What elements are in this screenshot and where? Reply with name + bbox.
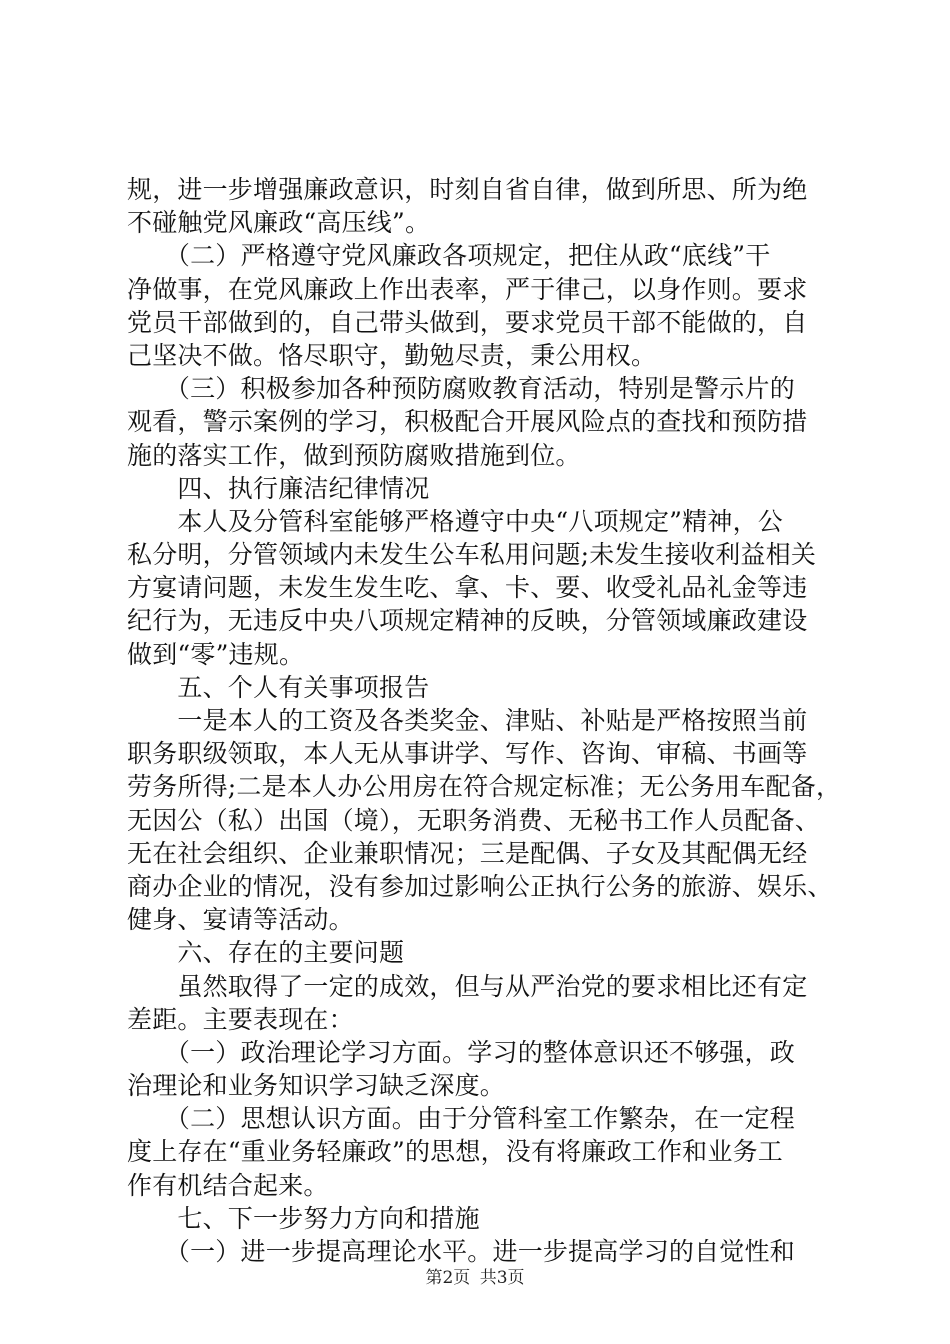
- section-heading: 六、存在的主要问题: [127, 938, 405, 968]
- text-line: 己坚决不做。恪尽职守，勤勉尽责，秉公用权。: [127, 340, 657, 370]
- text-line: 差距。主要表现在：: [127, 1004, 354, 1034]
- text-line: 职务职级领取，本人无从事讲学、写作、咨询、审稿、书画等: [127, 739, 808, 769]
- text-line: 不碰触党风廉政“高压线”。: [127, 208, 431, 238]
- text-line: 虽然取得了一定的成效，但与从严治党的要求相比还有定: [127, 971, 808, 1001]
- text-line: 纪行为，无违反中央八项规定精神的反映，分管领域廉政建设: [127, 606, 808, 636]
- text-line: 治理论和业务知识学习缺乏深度。: [127, 1071, 506, 1101]
- text-line: 度上存在“重业务轻廉政”的思想，没有将廉政工作和业务工: [127, 1137, 783, 1167]
- text-line: 规，进一步增强廉政意识，时刻自省自律，做到所思、所为绝: [127, 175, 808, 204]
- text-line: 方宴请问题，未发生发生吃、拿、卡、要、收受礼品礼金等违: [127, 573, 808, 603]
- text-line: 党员干部做到的，自己带头做到，要求党员干部不能做的，自: [127, 307, 808, 337]
- text-line: 私分明，分管领域内未发生公车私用问题;未发生接收利益相关: [127, 540, 817, 570]
- text-line: 净做事，在党风廉政上作出表率，严于律己，以身作则。要求: [127, 274, 808, 304]
- text-line: 施的落实工作，做到预防腐败措施到位。: [127, 440, 581, 470]
- section-heading: 七、下一步努力方向和措施: [127, 1203, 480, 1233]
- text-line: （一）进一步提高理论水平。进一步提高学习的自觉性和: [127, 1237, 795, 1266]
- text-line: 健身、宴请等活动。: [127, 905, 354, 935]
- text-line: 一是本人的工资及各类奖金、津贴、补贴是严格按照当前: [127, 706, 808, 735]
- section-heading: 五、个人有关事项报告: [127, 672, 430, 702]
- text-line: （三）积极参加各种预防腐败教育活动，特别是警示片的: [127, 374, 795, 404]
- page-total: 共3页: [479, 1268, 525, 1288]
- page-footer: [0, 1268, 950, 1288]
- text-line: 无因公（私）出国（境），无职务消费、无秘书工作人员配备、: [127, 805, 821, 835]
- text-line: 本人及分管科室能够严格遵守中央“八项规定”精神，公: [127, 506, 783, 536]
- text-line: 商办企业的情况，没有参加过影响公正执行公务的旅游、娱乐、: [127, 871, 833, 901]
- text-line: （一）政治理论学习方面。学习的整体意识还不够强，政: [127, 1037, 795, 1067]
- page-number: 第2页: [425, 1268, 471, 1288]
- text-line: 做到“零”违规。: [127, 639, 305, 669]
- text-line: 观看，警示案例的学习，积极配合开展风险点的查找和预防措: [127, 407, 808, 437]
- document-body: [127, 173, 842, 1268]
- text-line: 作有机结合起来。: [127, 1170, 329, 1200]
- text-line: 劳务所得;二是本人办公用房在符合规定标准；无公务用车配备，: [127, 772, 842, 802]
- section-heading: 四、执行廉洁纪律情况: [127, 473, 430, 503]
- text-line: （二）严格遵守党风廉政各项规定，把住从政“底线”干: [127, 241, 771, 271]
- text-line: 无在社会组织、企业兼职情况；三是配偶、子女及其配偶无经: [127, 838, 808, 868]
- text-line: （二）思想认识方面。由于分管科室工作繁杂，在一定程: [127, 1104, 795, 1134]
